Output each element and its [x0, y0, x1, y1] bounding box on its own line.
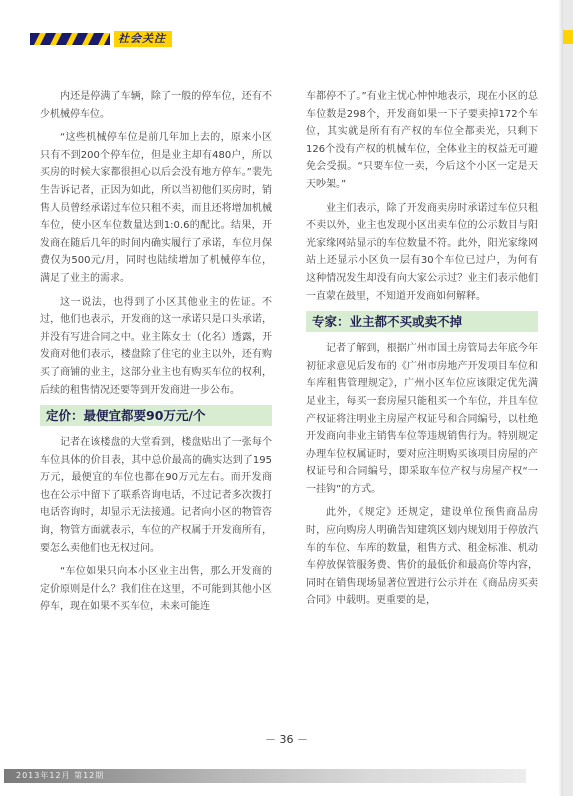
paragraph: “这些机械停车位是前几年加上去的，原来小区只有不到200个停车位，但是业主却有480户，所以买房的时候大家都很担心以后会没有地方停车。”裴先生告诉记者，正因为如此，所以当初他们买房时，销售人员曾经承诺过车位只租不卖，而且还将增加机械车位，使小区车位数量达到1:0.6的配比。结果，开发商在随后几年的时间内确实履行了承诺，车位月保费仅为500元/月，同时也陆续增加了机械停车位，满足了业主的需求。 — [40, 132, 272, 284]
section-heading-pricing: 定价：最便宜都要90万元/个 — [40, 405, 272, 426]
page-edge-tab — [563, 30, 573, 44]
stripes-icon — [30, 33, 110, 45]
section-heading-expert: 专家：业主都不买或卖不掉 — [306, 311, 538, 332]
page-number: － 36 － — [265, 733, 308, 746]
page-edge-strip — [563, 0, 573, 796]
paragraph: 车都停不了。”有业主忧心忡忡地表示，现在小区的总车位数是298个，开发商如果一下子要卖掉172个车位，其实就是所有有产权的车位全都卖光，只剩下126个没有产权的机械车位，全体业主的权益无可避免会受损。“只要车位一卖，今后这个小区一定是天天吵架。” — [306, 91, 538, 190]
footer-bar — [4, 769, 526, 783]
paragraph: 这一说法，也得到了小区其他业主的佐证。不过，他们也表示，开发商的这一承诺只是口头承诺，并没有写进合同之中。业主陈女士（化名）透露，开发商对他们表示，楼盘除了住宅的业主以外，还有购买了商铺的业主，这部分业主也有购买车位的权利，后续的租售情况还要等到开发商进一步公布。 — [40, 296, 272, 396]
right-column — [306, 88, 538, 610]
paragraph: 内还是停满了车辆，除了一般的停车位，还有不少机械停车位。 — [40, 91, 272, 120]
paragraph: 业主们表示，除了开发商卖房时承诺过车位只租不卖以外，业主也发现小区出卖车位的公示数目与阳光家缘网站显示的车位数量不符。此外，阳光家缘网站上还显示小区负一层有30个车位已过户，为何有这种情况发生却没有向大家公示过？业主们表示他们一直蒙在鼓里，不知道开发商如何解释。 — [306, 202, 538, 302]
paragraph: 此外，《规定》还规定，建设单位预售商品房时，应向购房人明确告知建筑区划内规划用于停放汽车的车位、车库的数量，租售方式、租金标准、机动车停放保管服务费、售价的最低价和最高价等内容，同时在销售现场显著位置进行公示并在《商品房买卖合同》中载明。更重要的是， — [306, 507, 538, 607]
footer-issue-text: 2013年12月 第12期 — [16, 771, 105, 780]
section-header — [30, 31, 200, 47]
paragraph: “车位如果只向本小区业主出售，那么开发商的定价原则是什么？我们住在这里，不可能到其他小区停车，现在如果不买车位，未来可能连 — [40, 566, 272, 613]
paragraph: 记者在该楼盘的大堂看到，楼盘贴出了一张每个车位具体的价目表，其中总价最高的确实达到了195万元，最便宜的车位也都在90万元左右。而开发商也在公示中留下了联系咨询电话，不过记者多次拨打电话咨询时，却显示无法接通。记者向小区的物管咨询，物管方面就表示，车位的产权属于开发商所有，要怎么卖他们也无权过问。 — [40, 437, 272, 554]
left-column — [40, 88, 272, 616]
paragraph: 记者了解到，根据广州市国土房管局去年底今年初征求意见后发布的《广州市房地产开发项目车位和车库租售管理规定》，广州小区车位应该限定优先满足业主，每买一套房屋只能租买一个车位，并且车位产权证将注明业主房屋产权证号和合同编号，以杜绝开发商向非业主销售车位等违规销售行为。特别规定办理车位权属证时，要对应注明购买该项目房屋的产权证号和合同编号，即采取车位产权与房屋产权“一一挂钩”的方式。 — [306, 343, 538, 495]
section-title: 社会关注 — [114, 31, 172, 47]
